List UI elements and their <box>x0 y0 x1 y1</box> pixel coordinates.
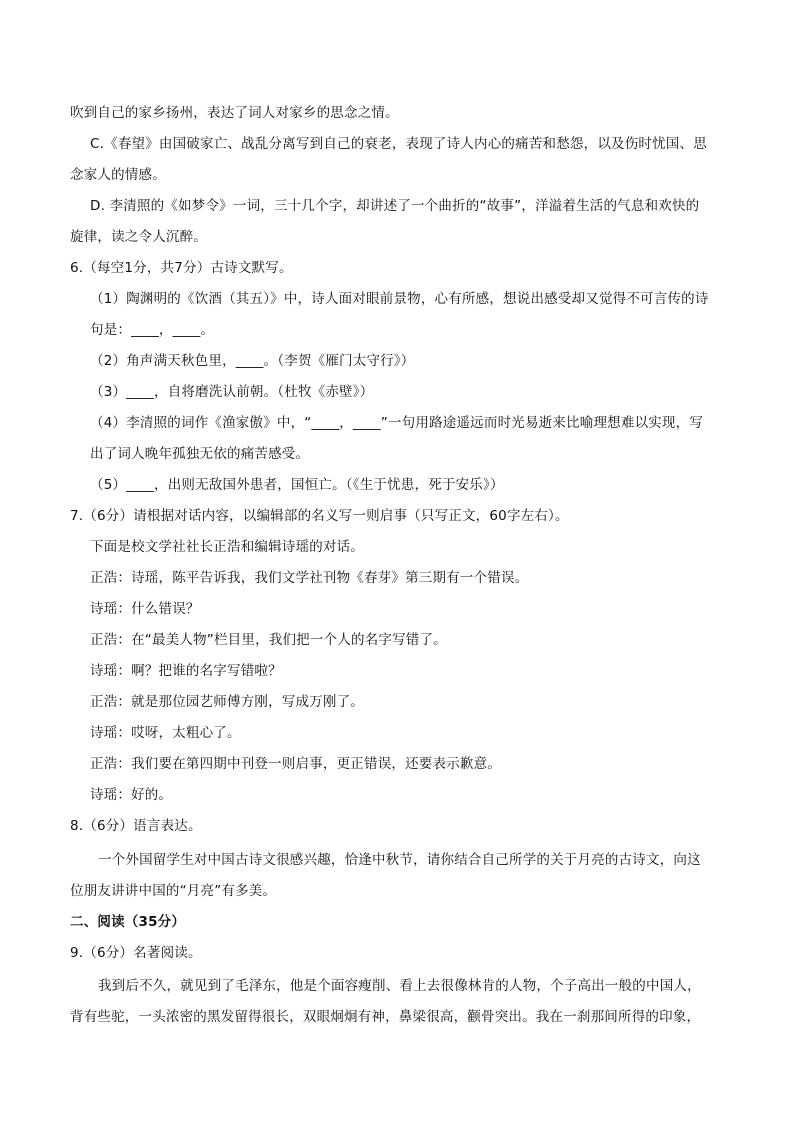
text-line: （2）角声满天秋色里，____。（李贺《雁门太守行》） <box>90 353 415 369</box>
dialogue-line: 正浩：就是那位园艺师傅方刚，写成万刚了。 <box>90 694 364 710</box>
text-line: 出了词人晚年孤独无依的痛苦感受。 <box>90 446 310 462</box>
question-heading: 6.（每空1分，共7分）古诗文默写。 <box>70 260 293 276</box>
text-line: （5）____，出则无敌国外患者，国恒亡。（《生于忧患，死于安乐》） <box>90 477 504 493</box>
section-heading: 二、阅读（35分） <box>70 914 186 930</box>
text-line: 一个外国留学生对中国古诗文很感兴趣，恰逢中秋节，请你结合自己所学的关于月亮的古诗文，向这 <box>98 852 701 868</box>
dialogue-line: 诗瑶：什么错误？ <box>90 601 200 617</box>
question-heading: 7.（6分）请根据对话内容，以编辑部的名义写一则启事（只写正文，60字左右）。 <box>70 508 569 524</box>
question-heading: 9.（6分）名著阅读。 <box>70 945 202 961</box>
question-heading: 8.（6分）语言表达。 <box>70 818 202 834</box>
text-line: 我到后不久，就见到了毛泽东，他是个面容瘦削、看上去很像林肯的人物，个子高出一般的中国人， <box>98 978 701 994</box>
dialogue-line: 正浩：诗瑶，陈平告诉我，我们文学社刊物《春芽》第三期有一个错误。 <box>90 570 529 586</box>
dialogue-line: 正浩：我们要在第四期中刊登一则启事，更正错误，还要表示歉意。 <box>90 756 501 772</box>
dialogue-line: 诗瑶：好的。 <box>90 787 173 803</box>
text-line: （4）李清照的词作《渔家傲》中，“____，____”一句用路途遥远而时光易逝来比喻理想难以实现，写 <box>90 415 704 431</box>
dialogue-line: 诗瑶：哎呀，太粗心了。 <box>90 725 241 741</box>
text-line: 念家人的情感。 <box>70 167 166 183</box>
text-line: 句是：____，____。 <box>90 322 215 338</box>
text-line: （3）____，自将磨洗认前朝。（杜牧《赤壁》） <box>90 384 374 400</box>
text-line: 下面是校文学社社长正浩和编辑诗瑶的对话。 <box>90 539 364 555</box>
dialogue-line: 正浩：在“最美人物”栏目里，我们把一个人的名字写错了。 <box>90 632 447 648</box>
text-line: 位朋友讲讲中国的“月亮”有多美。 <box>70 883 277 899</box>
text-line: D. 李清照的《如梦令》一词，三十几个字，却讲述了一个曲折的“故事”，洋溢着生活的气息和欢快的 <box>90 198 700 214</box>
dialogue-line: 诗瑶：啊？把谁的名字写错啦？ <box>90 663 282 679</box>
text-line: C.《春望》由国破家亡、战乱分离写到自己的衰老，表现了诗人内心的痛苦和愁怨，以及伤时忧国、思 <box>90 136 707 152</box>
text-line: （1）陶渊明的《饮酒（其五）》中，诗人面对眼前景物，心有所感，想说出感受却又觉得不可言传的诗 <box>90 291 709 307</box>
text-line: 背有些驼，一头浓密的黑发留得很长，双眼炯炯有神，鼻梁很高，颧骨突出。我在一刹那间所得的印象， <box>70 1009 701 1025</box>
text-line: 旋律，读之令人沉醉。 <box>70 229 207 245</box>
text-line: 吹到自己的家乡扬州，表达了词人对家乡的思念之情。 <box>70 105 399 121</box>
